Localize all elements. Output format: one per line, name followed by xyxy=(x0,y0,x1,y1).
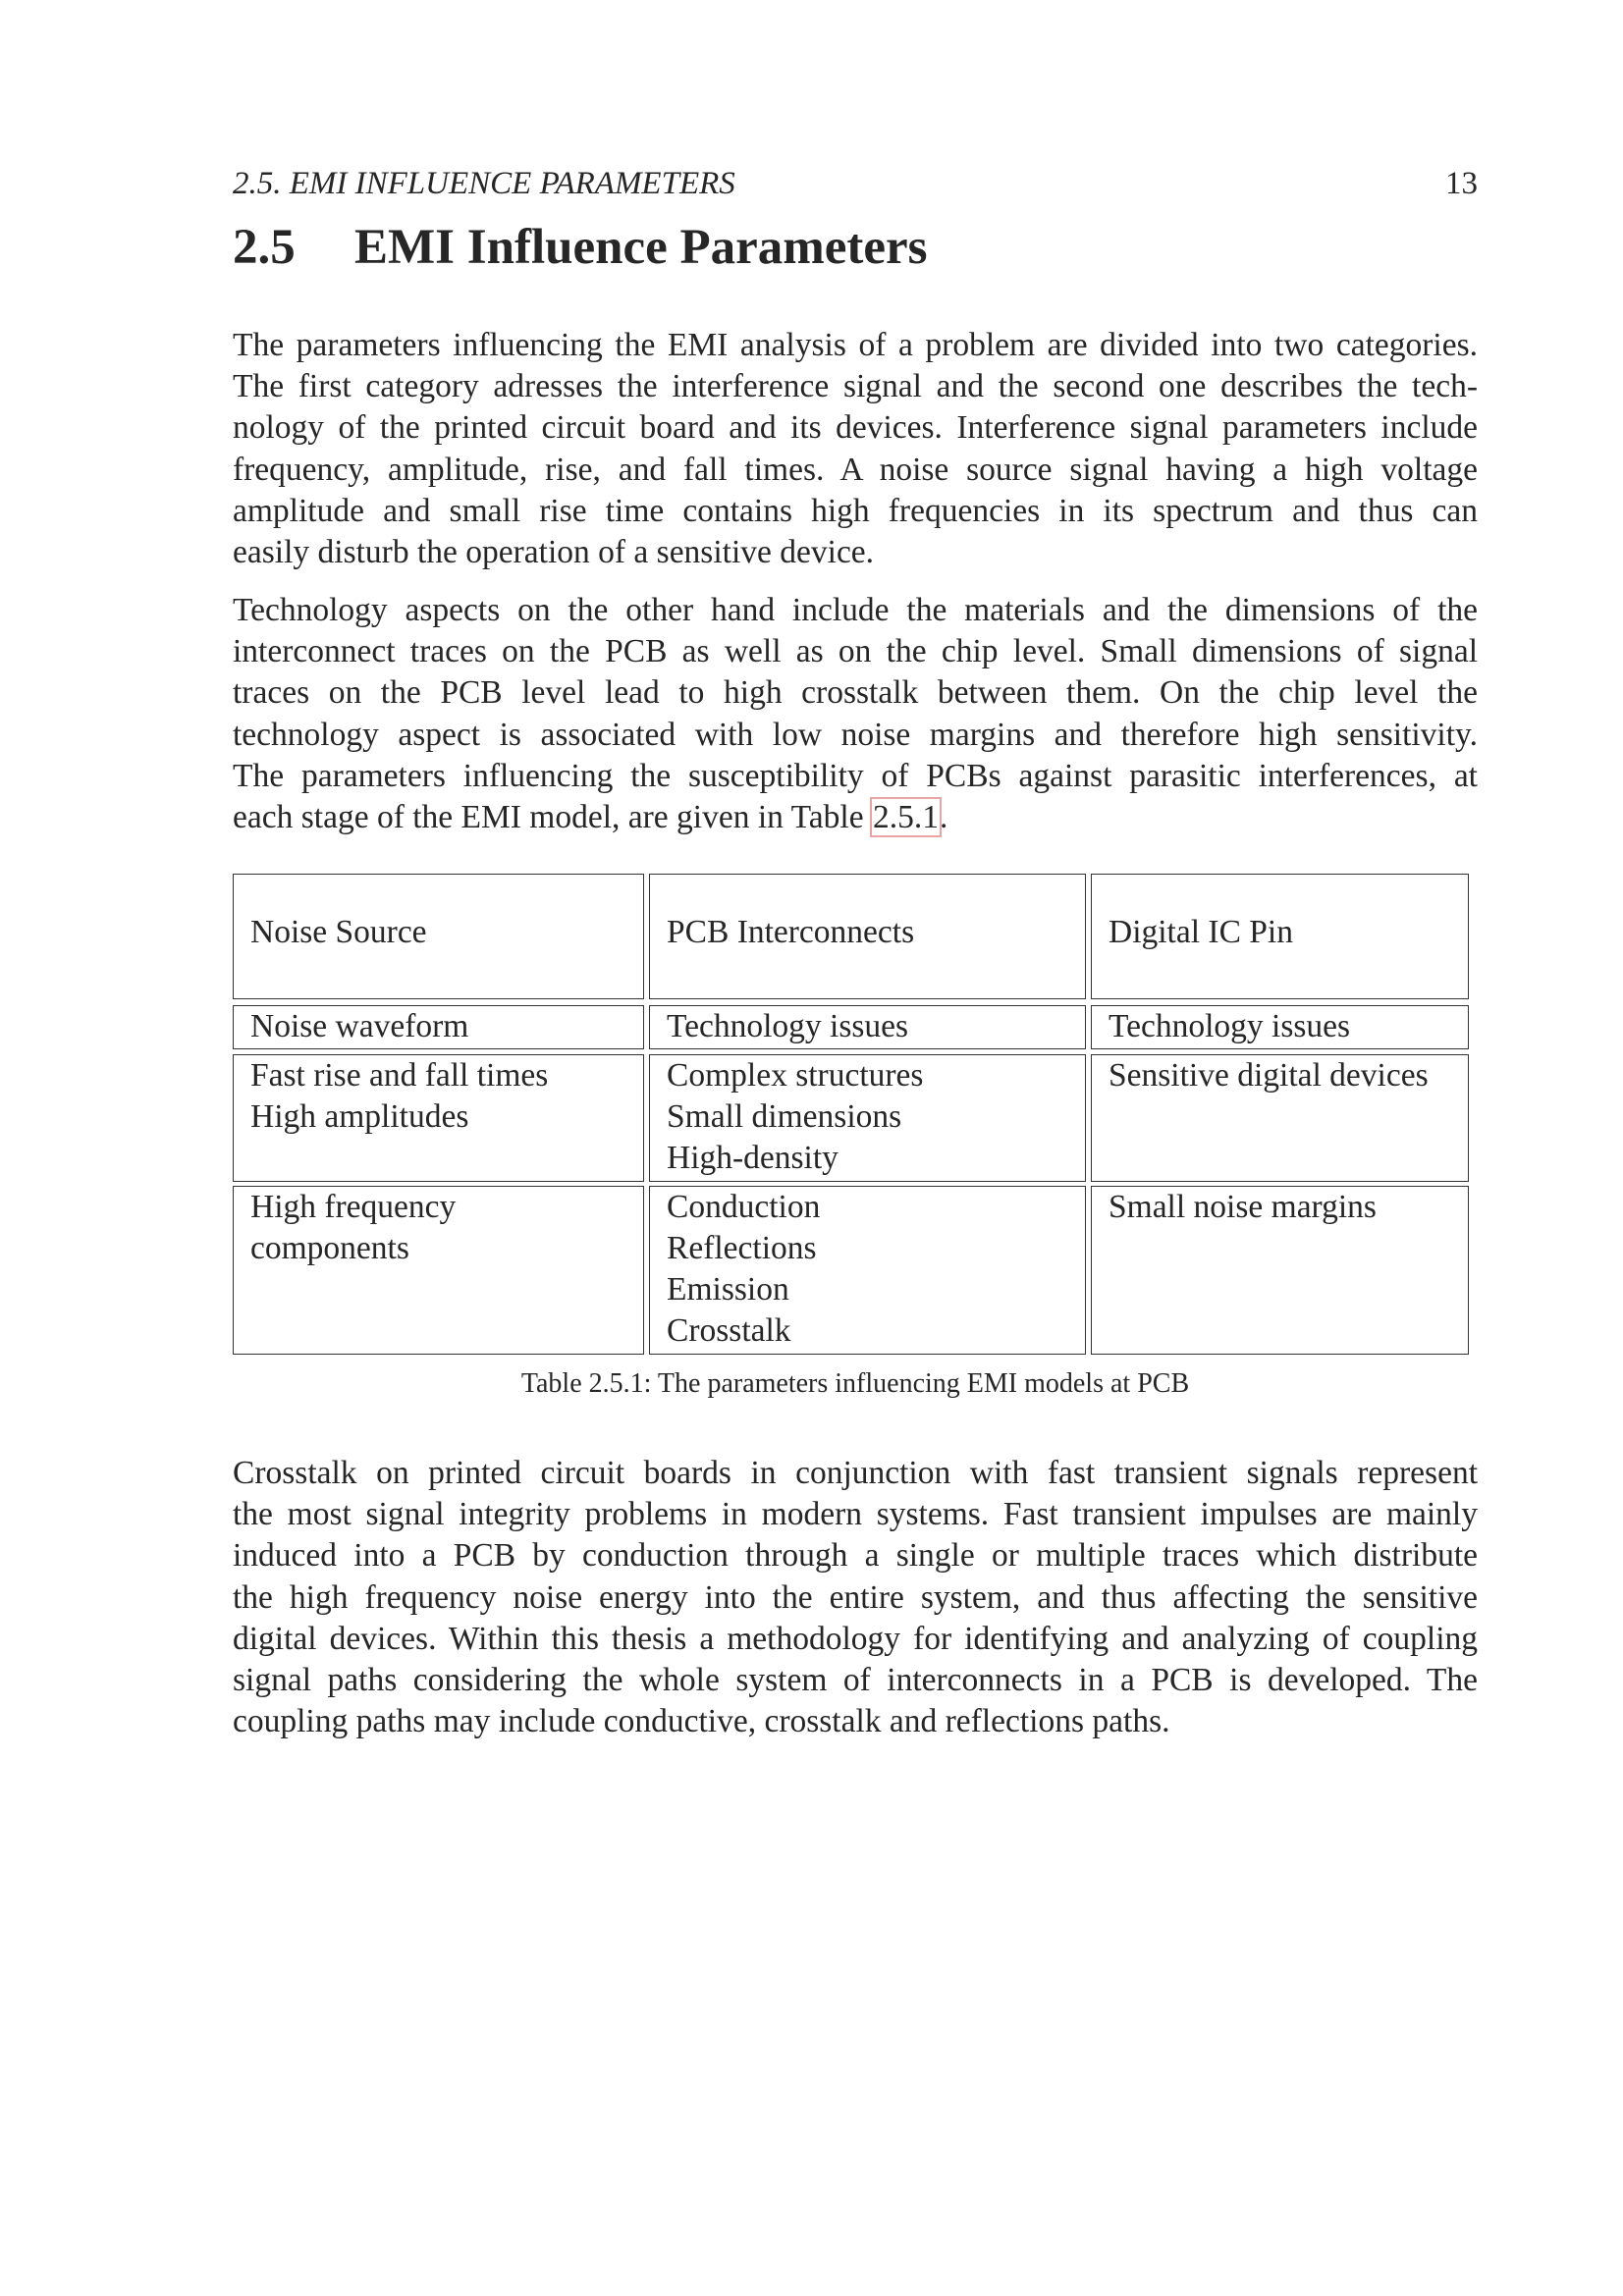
cell-text: High amplitudes xyxy=(250,1098,469,1135)
cell-text: components xyxy=(250,1230,409,1266)
running-head-title: 2.5. EMI INFLUENCE PARAMETERS xyxy=(233,166,735,201)
cell-text: Conduction xyxy=(667,1189,821,1225)
paragraph-line: The first category adresses the interference signal and the second one describes the tech- xyxy=(233,368,1478,405)
paragraph-line: nology of the printed circuit board and its devices. Interference signal parameters include xyxy=(233,409,1478,447)
paragraph-1 xyxy=(233,325,1478,573)
cell-text: Emission xyxy=(667,1271,789,1308)
table-caption: Table 2.5.1: The parameters influencing EMI models at PCB xyxy=(520,1368,1190,1399)
cell-text: Small dimensions xyxy=(667,1098,902,1135)
table-cell xyxy=(1091,1186,1469,1355)
paragraph-text: each stage of the EMI model, are given in Table xyxy=(233,799,872,836)
paragraph-3 xyxy=(233,1453,1478,1742)
paragraph-line: amplitude and small rise time contains high frequencies in its spectrum and thus can xyxy=(233,492,1478,529)
paragraph-2 xyxy=(233,590,1478,838)
table-cell xyxy=(233,1005,644,1049)
cell-text: Technology issues xyxy=(1109,1008,1351,1044)
cell-text: Technology issues xyxy=(667,1008,909,1044)
cell-text: Complex structures xyxy=(667,1057,924,1094)
cell-text: Reflections xyxy=(667,1230,817,1266)
cell-text: Crosstalk xyxy=(667,1312,791,1349)
table-header-cell xyxy=(1091,874,1469,999)
header-text: Noise Source xyxy=(250,914,427,950)
table-reference-link[interactable]: 2.5.1 xyxy=(872,799,939,836)
table-cell xyxy=(233,1186,644,1355)
page-number: 13 xyxy=(1445,166,1478,201)
running-head xyxy=(233,165,1478,202)
paragraph-line: the most signal integrity problems in modern systems. Fast transient impulses are mainly xyxy=(233,1496,1478,1533)
paragraph-line: traces on the PCB level lead to high crosstalk between them. On the chip level the xyxy=(233,674,1478,712)
parameters-table xyxy=(233,874,1469,1355)
cell-text: Small noise margins xyxy=(1109,1189,1377,1225)
table-cell xyxy=(1091,1054,1469,1182)
table-header-cell xyxy=(233,874,644,999)
header-text: Digital IC Pin xyxy=(1109,914,1293,950)
section-number: 2.5 xyxy=(233,220,296,275)
cell-text: High frequency xyxy=(250,1189,457,1225)
paragraph-line: frequency, amplitude, rise, and fall times. A noise source signal having a high voltage xyxy=(233,451,1478,488)
paragraph-line: coupling paths may include conductive, crosstalk and reflections paths. xyxy=(233,1703,1170,1740)
paragraph-line: interconnect traces on the PCB as well as on the chip level. Small dimensions of signal xyxy=(233,633,1478,670)
paragraph-line: technology aspect is associated with low noise margins and therefore high sensitivity. xyxy=(233,716,1478,753)
cell-text: Fast rise and fall times xyxy=(250,1057,549,1094)
cell-text: Sensitive digital devices xyxy=(1109,1057,1429,1094)
paragraph-line: signal paths considering the whole system of interconnects in a PCB is developed. The xyxy=(233,1662,1478,1699)
section-heading xyxy=(233,218,928,277)
paragraph-line: easily disturb the operation of a sensitive device. xyxy=(233,534,875,571)
table-cell xyxy=(649,1186,1086,1355)
table-cell xyxy=(233,1054,644,1182)
table-cell xyxy=(1091,1005,1469,1049)
table-header-cell xyxy=(649,874,1086,999)
cell-text: High-density xyxy=(667,1140,839,1176)
table-cell xyxy=(649,1005,1086,1049)
paragraph-text: . xyxy=(939,799,948,836)
section-title: EMI Influence Parameters xyxy=(354,220,928,275)
paragraph-line: Crosstalk on printed circuit boards in conjunction with fast transient signals represent xyxy=(233,1455,1478,1491)
paragraph-line: the high frequency noise energy into the entire system, and thus affecting the sensitive xyxy=(233,1578,1478,1616)
cell-text: Noise waveform xyxy=(250,1008,469,1044)
table-cell xyxy=(649,1054,1086,1182)
paragraph-line: digital devices. Within this thesis a methodology for identifying and analyzing of coupling xyxy=(233,1620,1478,1657)
paragraph-line: The parameters influencing the susceptibility of PCBs against parasitic interferences, at xyxy=(233,757,1478,794)
paragraph-line xyxy=(233,797,1478,838)
paragraph-line: The parameters influencing the EMI analysis of a problem are divided into two categories. xyxy=(233,327,1478,363)
paragraph-line: Technology aspects on the other hand include the materials and the dimensions of the xyxy=(233,592,1478,628)
paragraph-line: induced into a PCB by conduction through a single or multiple traces which distribute xyxy=(233,1537,1478,1575)
header-text: PCB Interconnects xyxy=(667,914,915,950)
